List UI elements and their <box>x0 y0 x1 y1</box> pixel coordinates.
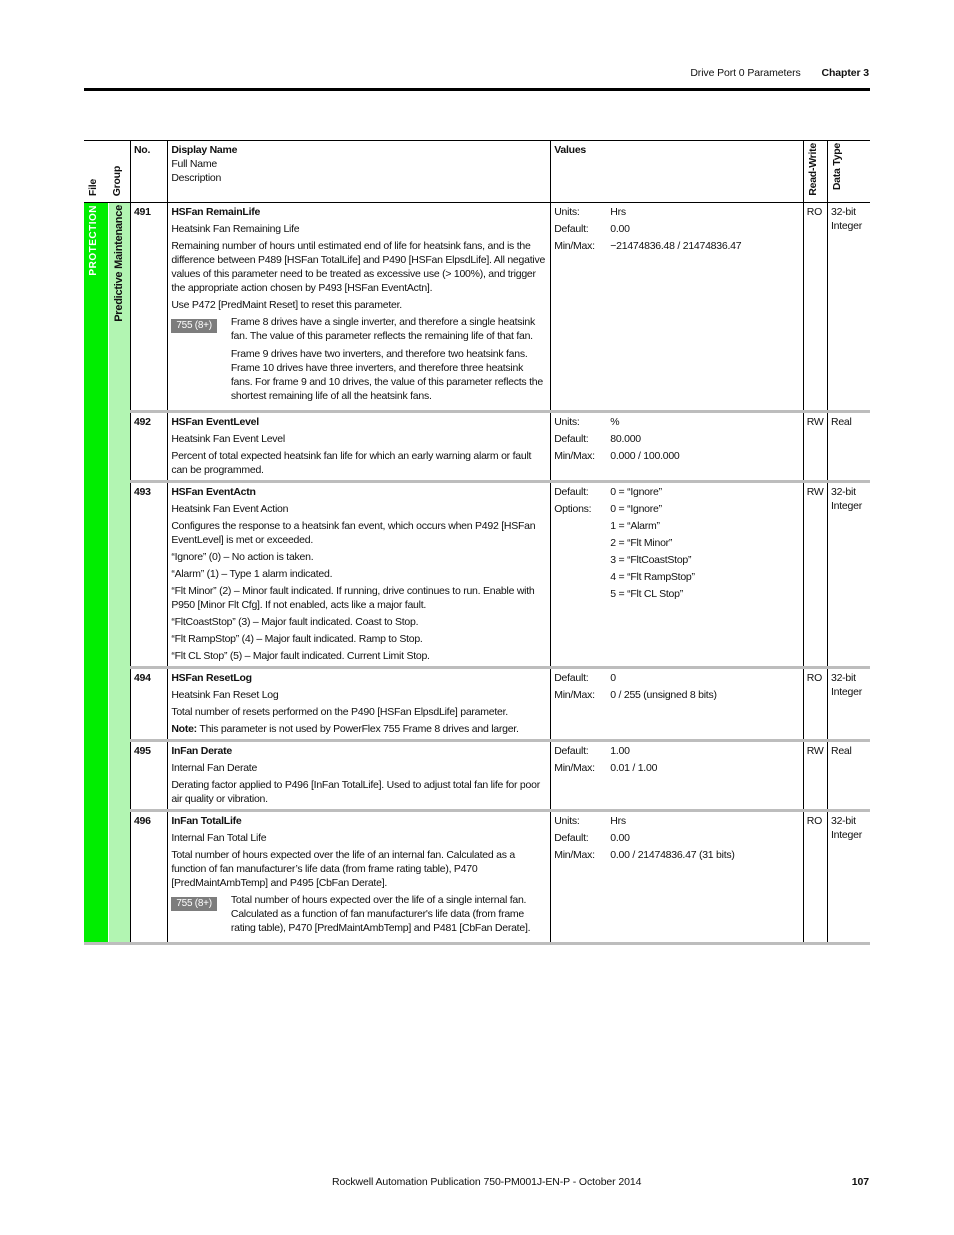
header-chapter: Chapter 3 <box>821 67 869 79</box>
value-labels: Units: Default: Min/Max: <box>551 811 608 944</box>
group-label: Predictive Maintenance <box>112 205 125 322</box>
value-labels: Units: Default: Min/Max: <box>551 412 608 482</box>
value-values: 0 0 / 255 (unsigned 8 bits) <box>607 668 803 741</box>
table-row <box>84 741 870 811</box>
param-number: 491 <box>130 203 167 412</box>
value-labels: Units: Default: Min/Max: <box>551 203 608 412</box>
param-note-text: Note: This parameter is not used by PowerFlex 755 Frame 8 drives and larger. <box>171 723 519 735</box>
param-full-name: Internal Fan Total Life <box>171 832 267 844</box>
param-description: Configures the response to a heatsink fan event, which occurs when P492 [HSFan EventLevel] is met or exceeded. “Ignore” (0) – No action is taken. “Alarm” (1) – Type 1 alarm indicated. “Flt Minor” (2) – Minor fault indicated. If running, drive continues to run. Enable with P950 [Minor Flt Cfg]. If not enabled, acts like a major fault. “FltCoastStop” (3) – Major fault indicated. Coast to Stop. “Flt RampStop” (4) – Major fault indicated. Ramp to Stop. “Flt CL Stop” (5) – Major fault indicated. Current Limit Stop. <box>171 520 536 662</box>
param-display <box>168 482 551 668</box>
value-values: Hrs 0.00 0.00 / 21474836.47 (31 bits) <box>607 811 803 944</box>
group-label-cell <box>108 203 130 944</box>
param-note: 755 (8+) Frame 8 drives have a single inverter, and therefore a single heatsink fan. The value of this parameter reflects the remaining life of that fan. Frame 9 drives have two inverters, and therefore two heatsink fans. Frame 10 drives have three inverters, and therefore three heatsink fans. For frame 9 and 10 drives, the value of this parameter reflects the shortest remaining life of all the heatsink fans. <box>171 315 547 407</box>
param-name: HSFan EventLevel <box>171 416 259 428</box>
description-heading: Description <box>171 172 222 184</box>
param-full-name: Heatsink Fan Reset Log <box>171 689 279 701</box>
table-header-row <box>84 141 870 203</box>
file-label: PROTECTION <box>88 205 99 276</box>
param-number: 496 <box>130 811 167 944</box>
value-values: % 80.000 0.000 / 100.000 <box>607 412 803 482</box>
table-row <box>84 811 870 944</box>
table-row <box>84 412 870 482</box>
value-labels: Default: Options: <box>551 482 608 668</box>
param-name: InFan Derate <box>171 745 232 757</box>
param-display <box>168 668 551 741</box>
param-name: HSFan EventActn <box>171 486 256 498</box>
value-values: 1.00 0.01 / 1.00 <box>607 741 803 811</box>
display-name-heading: Display Name <box>171 144 238 156</box>
value-values: 0 = “Ignore” 0 = “Ignore” 1 = “Alarm” 2 = “Flt Minor” 3 = “FltCoastStop” 4 = “Flt RampStop” 5 = “Flt CL Stop” <box>607 482 803 668</box>
param-display <box>168 412 551 482</box>
header-rule <box>84 88 870 91</box>
param-full-name: Heatsink Fan Event Level <box>171 433 285 445</box>
param-read-write: RW <box>803 741 827 811</box>
col-file-header: File <box>84 141 108 203</box>
table-row <box>84 203 870 412</box>
file-label-cell <box>84 203 108 944</box>
param-full-name: Heatsink Fan Event Action <box>171 503 289 515</box>
param-read-write: RO <box>803 668 827 741</box>
drive-badge: 755 (8+) <box>171 897 217 911</box>
param-data-type: 32-bit Integer <box>828 482 871 668</box>
col-no-header: No. <box>130 141 167 203</box>
parameter-table <box>84 140 870 945</box>
table-row <box>84 668 870 741</box>
drive-badge: 755 (8+) <box>171 319 217 333</box>
param-display <box>168 811 551 944</box>
full-name-heading: Full Name <box>171 158 217 170</box>
param-number: 495 <box>130 741 167 811</box>
param-data-type: 32-bit Integer <box>828 668 871 741</box>
col-values-header: Values <box>551 141 804 203</box>
value-values: Hrs 0.00 −21474836.48 / 21474836.47 <box>607 203 803 412</box>
param-description: Remaining number of hours until estimated end of life for heatsink fans, and is the difference between P489 [HSFan TotalLife] and P490 [HSFan ElpsdLife]. All negative values of this parameter need to be treated as excessive use (> 100%), and trigger the appropriate action chosen by P493 [HSFan EventActn]. Use P472 [PredMaint Reset] to reset this parameter. <box>171 240 546 311</box>
param-full-name: Internal Fan Derate <box>171 762 258 774</box>
value-labels: Default: Min/Max: <box>551 668 608 741</box>
param-description: Total number of resets performed on the P490 [HSFan ElpsdLife] parameter. Note: This parameter is not used by PowerFlex 755 Frame 8 drives and larger. <box>171 705 547 736</box>
col-read-write-header: Read-Write <box>803 141 827 203</box>
param-display <box>168 203 551 412</box>
param-name: HSFan ResetLog <box>171 672 252 684</box>
col-group-header: Group <box>108 141 130 203</box>
param-read-write: RO <box>803 203 827 412</box>
param-data-type: Real <box>828 741 871 811</box>
col-display-name-header <box>168 141 551 203</box>
param-name: HSFan RemainLife <box>171 206 261 218</box>
param-description: Percent of total expected heatsink fan life for which an early warning alarm or fault can be programmed. <box>171 450 532 476</box>
param-number: 492 <box>130 412 167 482</box>
param-data-type: 32-bit Integer <box>828 811 871 944</box>
col-data-type-header: Data Type <box>828 141 871 203</box>
param-read-write: RW <box>803 482 827 668</box>
publication-info: Rockwell Automation Publication 750-PM001J-EN-P - October 2014 <box>332 1176 642 1188</box>
param-note: 755 (8+) Total number of hours expected over the life of a single internal fan. Calculated as a function of fan manufacturer's life data (from frame rating table), P470 [PredMaintAmbTemp] and P481 [CbFan Derate]. <box>171 893 547 939</box>
param-read-write: RO <box>803 811 827 944</box>
param-number: 494 <box>130 668 167 741</box>
param-description: Total number of hours expected over the life of an internal fan. Calculated as a function of fan manufacturer’s life data (from frame rating table), P470 [PredMaintAmbTemp] and P495 [CbFan Derate]. <box>171 849 515 889</box>
param-name: InFan TotalLife <box>171 815 242 827</box>
table-row <box>84 482 870 668</box>
value-labels: Default: Min/Max: <box>551 741 608 811</box>
param-description: Derating factor applied to P496 [InFan TotalLife]. Used to adjust total fan life for poor air quality or vibration. <box>171 779 540 805</box>
param-display <box>168 741 551 811</box>
page-number: 107 <box>851 1176 869 1188</box>
param-number: 493 <box>130 482 167 668</box>
param-full-name: Heatsink Fan Remaining Life <box>171 223 300 235</box>
page-header <box>690 67 869 79</box>
param-data-type: Real <box>828 412 871 482</box>
param-read-write: RW <box>803 412 827 482</box>
param-data-type: 32-bit Integer <box>828 203 871 412</box>
header-title: Drive Port 0 Parameters <box>690 67 801 79</box>
